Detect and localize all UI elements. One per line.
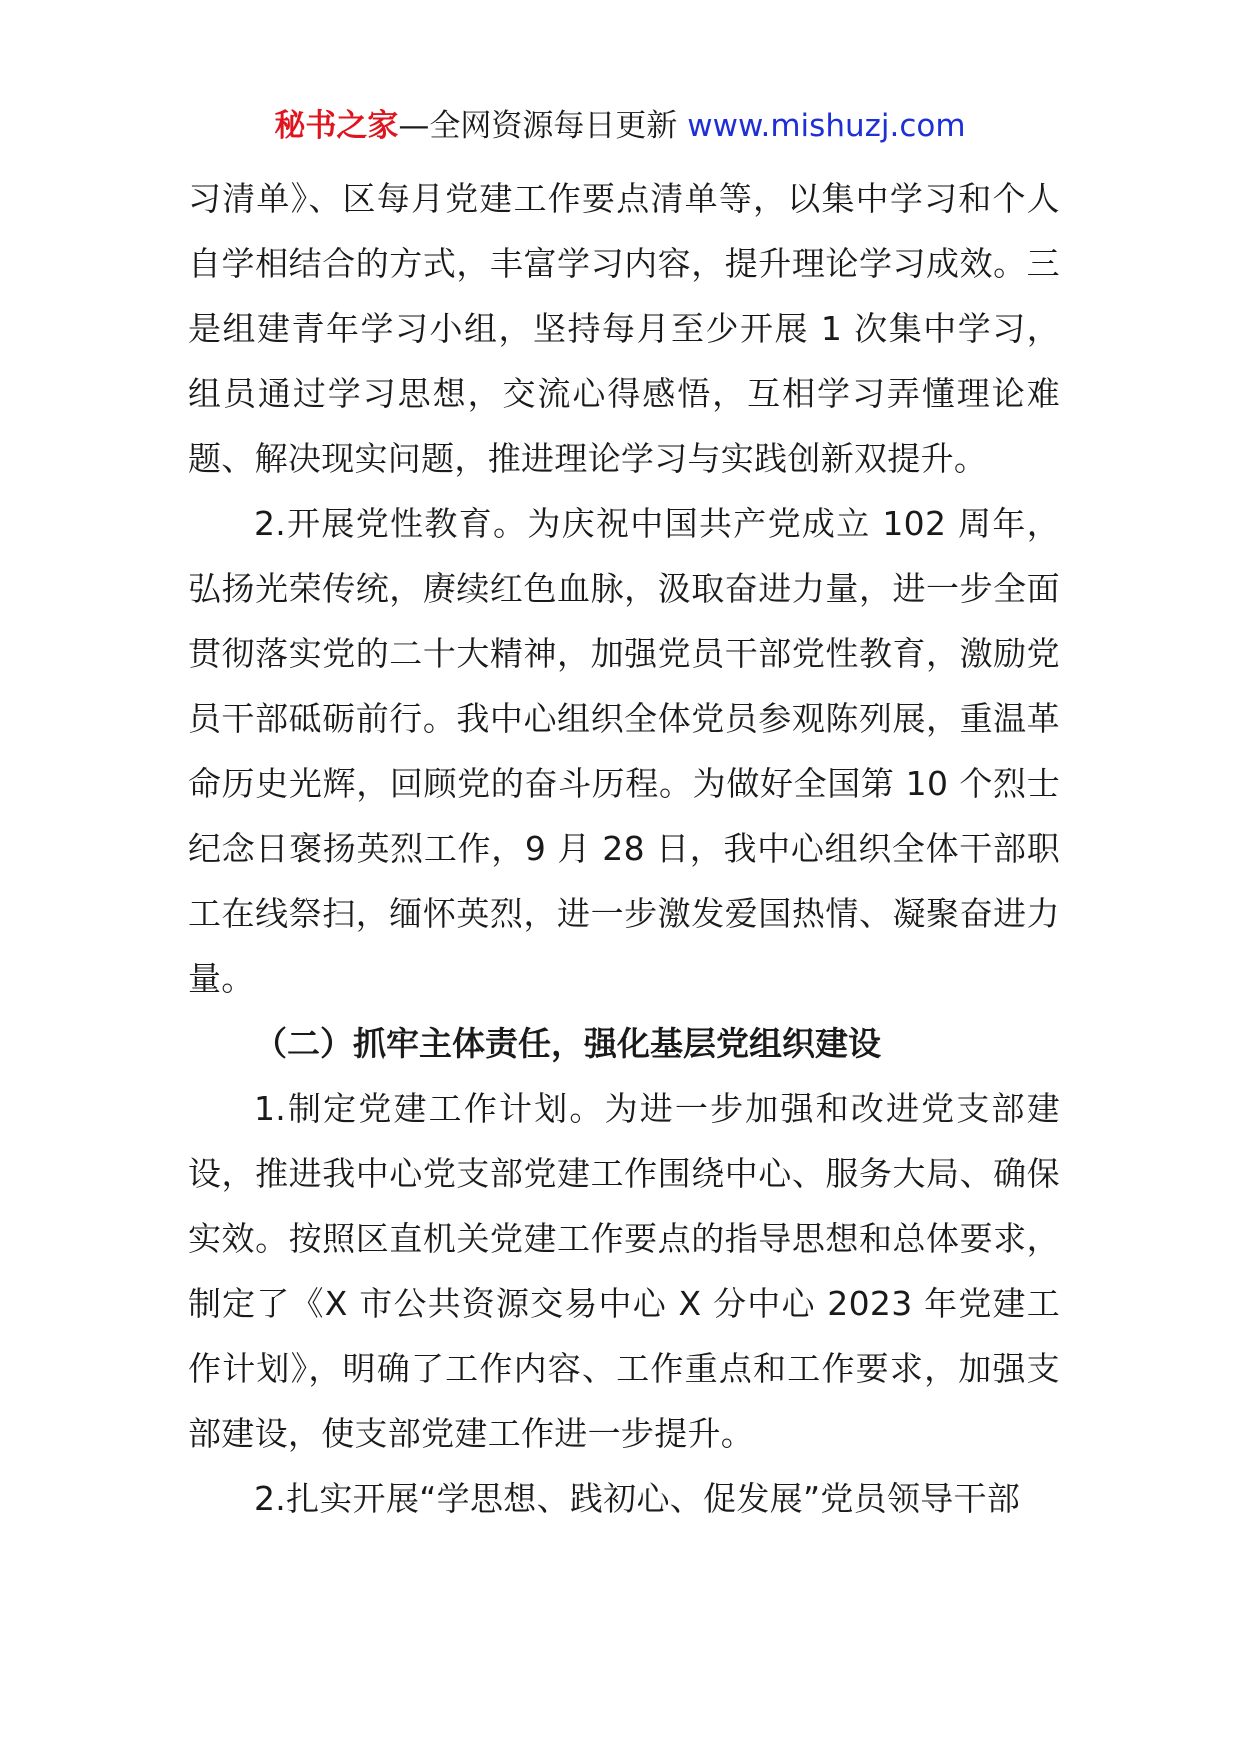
brand-name: 秘书之家 bbox=[274, 108, 399, 144]
document-body bbox=[188, 166, 1060, 1531]
website-link[interactable]: www.mishuzj.com bbox=[687, 108, 966, 144]
paragraph-continued: 习清单》、区每月党建工作要点清单等，以集中学习和个人自学相结合的方式，丰富学习内容，提升理论学习成效。三是组建青年学习小组，坚持每月至少开展 1 次集中学习，组员通过学习思想，交流心得感悟，互相学习弄懂理论难题、解决现实问题，推进理论学习与实践创新双提升。 bbox=[188, 179, 1060, 478]
paragraph-work-plan: 1.制定党建工作计划。为进一步加强和改进党支部建设，推进我中心党支部党建工作围绕中心、服务大局、确保实效。按照区直机关党建工作要点的指导思想和总体要求，制定了《X 市公共资源交易中心 X 分中心 2023 年党建工作计划》，明确了工作内容、工作重点和工作要求，加强支部建设，使支部党建工作进一步提升。 bbox=[188, 1089, 1060, 1453]
section-heading: （二）抓牢主体责任，强化基层党组织建设 bbox=[254, 1024, 881, 1063]
paragraph-party-education: 2.开展党性教育。为庆祝中国共产党成立 102 周年，弘扬光荣传统，赓续红色血脉，汲取奋进力量，进一步全面贯彻落实党的二十大精神，加强党员干部党性教育，激励党员干部砥砺前行。我中心组织全体党员参观陈列展，重温革命历史光辉，回顾党的奋斗历程。为做好全国第 10 个烈士纪念日褒扬英烈工作，9 月 28 日，我中心组织全体干部职工在线祭扫，缅怀英烈，进一步激发爱国热情、凝聚奋进力量。 bbox=[188, 504, 1060, 998]
paragraph-study-activity: 2.扎实开展“学思想、践初心、促发展”党员领导干部 bbox=[254, 1479, 1021, 1518]
page-header bbox=[0, 104, 1240, 148]
header-tagline: —全网资源每日更新 bbox=[398, 108, 678, 144]
